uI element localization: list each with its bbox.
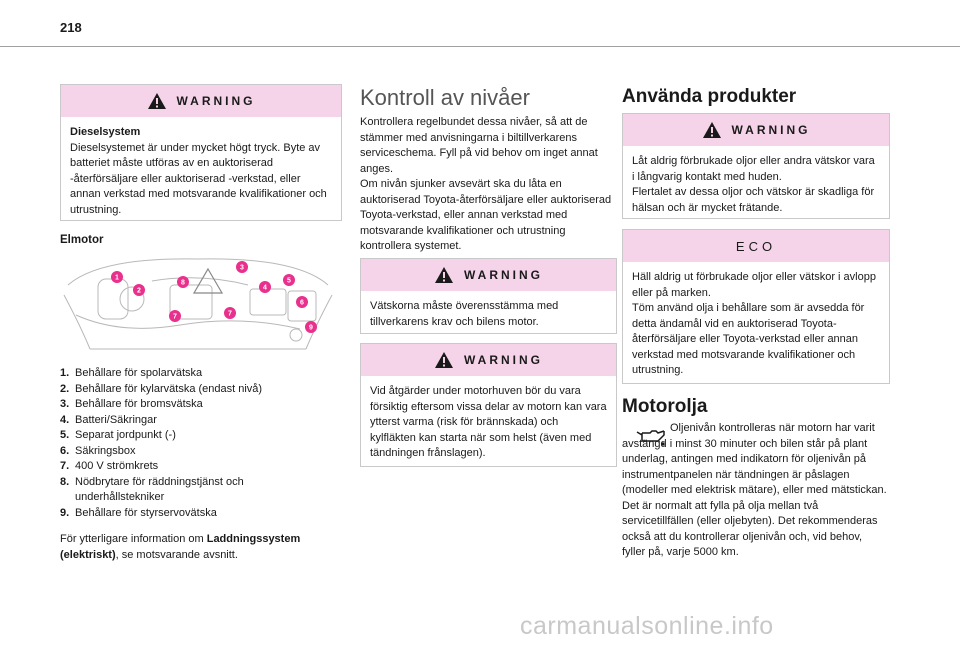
callout-label-6: 6 xyxy=(300,299,304,307)
warning-heading: Dieselsystem xyxy=(70,126,141,138)
component-list xyxy=(60,366,342,521)
engine-oil-text: Oljenivån kontrolleras när motorn har varit avstängd i minst 30 minuter och bilen står på plant underlag, antingen med indikatorn för oljenivån på instrumentpanelen när tändningen är påslagen (modeller med elektrisk mätare), eller med mätstickan. Det är normalt att fylla på olja mellan två servicetillfällen (eller oljebyten). Det rekommenderas också att du kontrollerar oljenivån och, vid behov, fyller på, varje 5000 km. xyxy=(622,422,887,558)
callout-label-3: 3 xyxy=(240,264,244,272)
list-item: 3. Behållare för bromsvätska xyxy=(60,398,203,410)
watermark: carmanualsonline.info xyxy=(520,612,774,640)
eco-text: Häll aldrig ut förbrukade oljor eller vätskor i avlopp eller på marken. Töm använd olja i behållare som är avsedda för detta ändamål vid en auktoriserad Toyota-återförsäljare eller Toyota-verkstad eller annan verkstad med motsvarande kvalifikationer och utrustning. xyxy=(632,271,876,376)
list-item: 9. Behållare för styrservovätska xyxy=(60,506,217,519)
warning-header xyxy=(61,85,341,117)
callout-label-5: 5 xyxy=(287,277,291,285)
warning-text: Vätskorna måste överensstämma med tillverkarens krav och bilens motor. xyxy=(370,300,559,328)
callout-label-8: 8 xyxy=(181,279,185,287)
more-info-text: För ytterligare information om Laddningssystem (elektriskt), se motsvarande avsnitt. xyxy=(60,533,301,561)
elmotor-heading: Elmotor xyxy=(60,234,104,246)
warning-title: WARNING xyxy=(731,123,811,137)
engine-bay-diagram xyxy=(60,255,336,351)
eco-box xyxy=(622,229,890,384)
eco-title: ECO xyxy=(735,238,777,254)
more-info-link: Laddningssystem (elektriskt) xyxy=(60,533,301,561)
callout-label-9: 9 xyxy=(309,324,313,332)
list-item: 4. Batteri/Säkringar xyxy=(60,413,157,426)
levels-intro: Kontrollera regelbundet dessa nivåer, så att de stämmer med anvisningarna i biltillverkarens serviceschema. Fyll på vid behov om inget annat anges. Om nivån sjunker avsevärt ska du låta en auktoriserad Toyota-återförsäljare eller auktoriserad Toyota-verkstad, eller annan verkstad med motsvarande kvalifikationer och utrustning kontrollera systemet. xyxy=(360,116,612,252)
warning-box-oils xyxy=(622,113,890,219)
warning-box-diesel xyxy=(60,84,342,221)
warning-text: Vid åtgärder under motorhuven bör du vara försiktig eftersom vissa delar av motorn kan vara ytterst varma (risk för brännskada) och kylfläkten kan starta när som helst (även med tändningen frånslagen). xyxy=(370,385,607,459)
callout-label-2: 2 xyxy=(137,287,141,295)
warning-box-hot-engine xyxy=(360,343,617,467)
list-item: 2. Behållare för kylarvätska (endast nivå) xyxy=(60,382,263,395)
callout-label-7b: 7 xyxy=(228,310,232,318)
list-item: 1. Behållare för spolarvätska xyxy=(60,367,203,379)
callout-label-4: 4 xyxy=(263,284,267,292)
callout-label-1: 1 xyxy=(115,274,119,282)
warning-box-fluids xyxy=(360,258,617,334)
warning-triangle-icon xyxy=(434,351,454,369)
list-item: 7. 400 V strömkrets xyxy=(60,460,159,472)
products-heading: Använda produkter xyxy=(622,86,797,107)
callout-label-7a: 7 xyxy=(173,313,177,321)
warning-text: Låt aldrig förbrukade oljor eller andra vätskor vara i långvarig kontakt med huden. Flertalet av dessa oljor och vätskor är skadliga för hälsan och är mycket frätande. xyxy=(632,155,875,214)
top-rule xyxy=(0,46,960,47)
warning-title: WARNING xyxy=(464,353,543,367)
list-item: 6. Säkringsbox xyxy=(60,444,136,457)
warning-text: Dieselsystemet är under mycket högt tryck. Byte av batteriet måste utföras av en auktoriserad -återförsäljare eller auktoriserad -verkstad, eller annan verkstad med motsvarande kvalifikationer och utrustning. xyxy=(70,141,327,216)
levels-heading: Kontroll av nivåer xyxy=(360,85,530,110)
list-item: 5. Separat jordpunkt (-) xyxy=(60,429,176,441)
warning-triangle-icon xyxy=(702,121,722,139)
list-item: 8. Nödbrytare för räddningstjänst och underhållstekniker xyxy=(60,475,244,503)
warning-triangle-icon xyxy=(434,266,454,284)
warning-triangle-icon xyxy=(147,92,167,110)
engine-oil-heading: Motorolja xyxy=(622,396,708,417)
warning-title: WARNING xyxy=(176,94,256,108)
warning-title: WARNING xyxy=(464,268,543,282)
page-number: 218 xyxy=(60,20,82,35)
